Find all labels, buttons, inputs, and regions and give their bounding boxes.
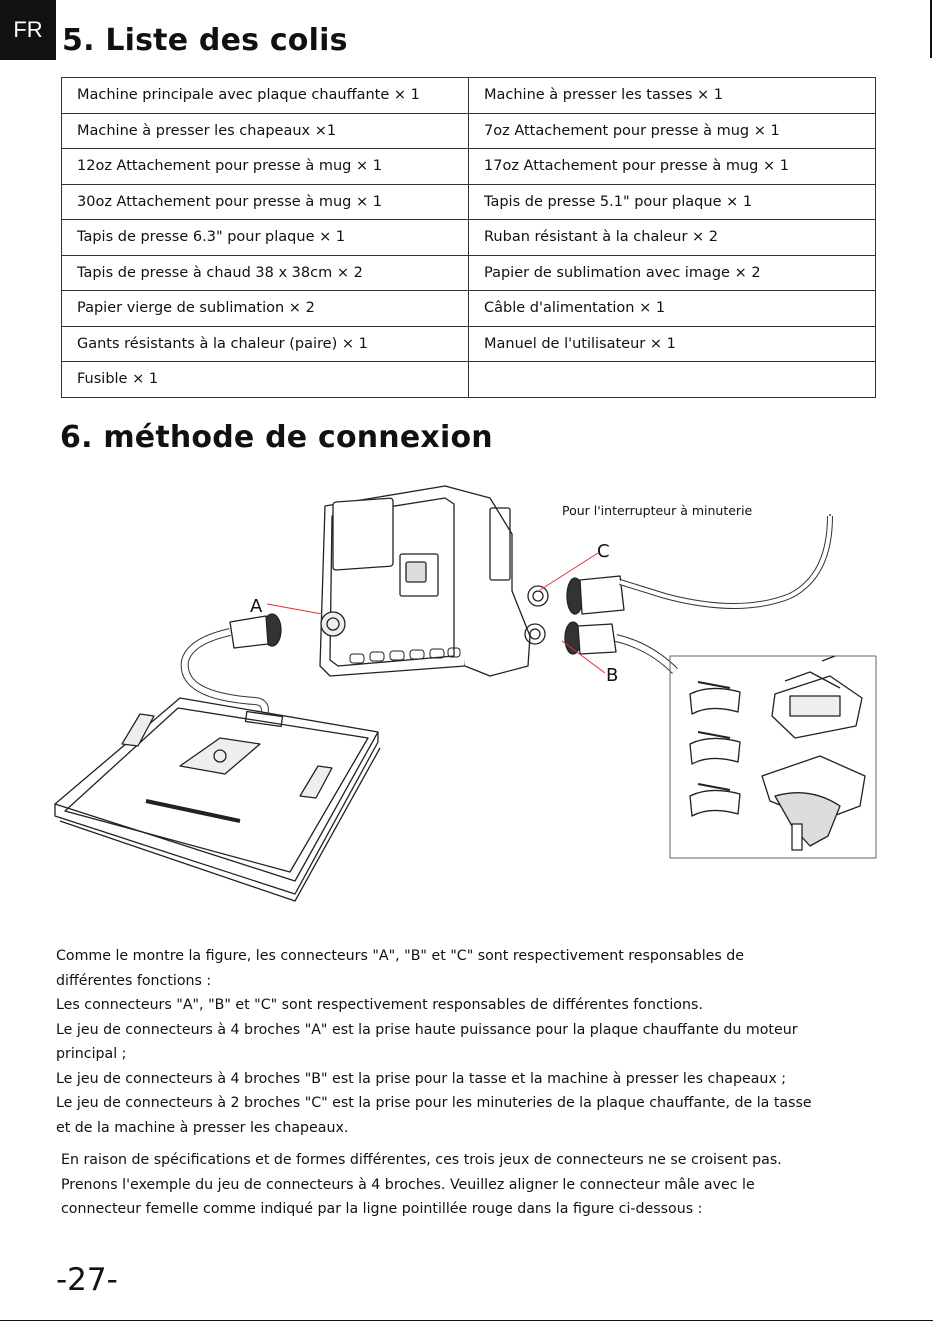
table-cell: Manuel de l'utilisateur × 1 [469, 326, 876, 362]
connection-diagram [50, 476, 880, 916]
text-line: principal ; [56, 1046, 127, 1062]
hat-press-icon [762, 756, 865, 850]
section-title-package-list: 5. Liste des colis [62, 23, 348, 58]
table-cell: Tapis de presse 6.3" pour plaque × 1 [62, 220, 469, 256]
table-cell: Papier de sublimation avec image × 2 [469, 255, 876, 291]
table-cell: Papier vierge de sublimation × 2 [62, 291, 469, 327]
text-line: Prenons l'exemple du jeu de connecteurs à 4 broches. Veuillez aligner le connecteur mâle avec le [61, 1176, 755, 1193]
connection-explanation [56, 944, 856, 1140]
table-cell: Ruban résistant à la chaleur × 2 [469, 220, 876, 256]
footer-rule [0, 1320, 933, 1321]
cable-connector-icon [567, 514, 830, 614]
table-cell: Tapis de presse 5.1" pour plaque × 1 [469, 184, 876, 220]
page-number: -27- [56, 1262, 118, 1298]
timer-label: Pour l'interrupteur à minuterie [562, 503, 753, 518]
text-line: Le jeu de connecteurs à 4 broches "B" est la prise pour la tasse et la machine à presser les chapeaux ; [56, 1070, 787, 1087]
table-row [62, 220, 876, 256]
control-box-icon [320, 486, 548, 676]
section-title-connection-method: 6. méthode de connexion [60, 420, 493, 455]
table-cell: Machine principale avec plaque chauffante × 1 [62, 78, 469, 114]
table-row [62, 184, 876, 220]
table-cell: 12oz Attachement pour presse à mug × 1 [62, 149, 469, 185]
text-line: Le jeu de connecteurs à 4 broches "A" est la prise haute puissance pour la plaque chauffante du moteur [56, 1021, 798, 1038]
table-cell: Câble d'alimentation × 1 [469, 291, 876, 327]
text-line: En raison de spécifications et de formes différentes, ces trois jeux de connecteurs ne se croisent pas. [61, 1152, 782, 1168]
language-tab: FR [0, 0, 56, 60]
package-list-table [61, 77, 876, 398]
connector-alignment-note [61, 1148, 861, 1222]
mug-press-icon [772, 656, 862, 738]
table-cell [469, 362, 876, 398]
text-line: et de la machine à presser les chapeaux. [56, 1119, 349, 1136]
table-row [62, 78, 876, 114]
mug-attachment-icon [690, 682, 740, 816]
heat-plate-icon [55, 698, 380, 901]
connector-label-a: A [250, 596, 263, 617]
table-cell: 17oz Attachement pour presse à mug × 1 [469, 149, 876, 185]
table-cell: 7oz Attachement pour presse à mug × 1 [469, 113, 876, 149]
table-cell: Machine à presser les tasses × 1 [469, 78, 876, 114]
table-cell: Gants résistants à la chaleur (paire) × 1 [62, 326, 469, 362]
table-row [62, 326, 876, 362]
connector-label-c: C [597, 541, 610, 562]
text-line: différentes fonctions : [56, 972, 212, 989]
connector-label-b: B [606, 665, 619, 686]
cable-connector-icon [565, 622, 675, 671]
text-line: Le jeu de connecteurs à 2 broches "C" est la prise pour les minuteries de la plaque chauffante, de la tasse [56, 1095, 812, 1111]
table-cell: 30oz Attachement pour presse à mug × 1 [62, 184, 469, 220]
table-row [62, 149, 876, 185]
table-row [62, 113, 876, 149]
table-cell: Machine à presser les chapeaux ×1 [62, 113, 469, 149]
table-cell: Fusible × 1 [62, 362, 469, 398]
table-row [62, 362, 876, 398]
text-line: connecteur femelle comme indiqué par la ligne pointillée rouge dans la figure ci-dessous : [61, 1201, 703, 1217]
table-row [62, 255, 876, 291]
text-line: Les connecteurs "A", "B" et "C" sont respectivement responsables de différentes fonctions. [56, 997, 703, 1013]
margin-rule [930, 0, 932, 58]
text-line: Comme le montre la figure, les connecteurs "A", "B" et "C" sont respectivement responsables de [56, 948, 745, 964]
table-row [62, 291, 876, 327]
table-cell: Tapis de presse à chaud 38 x 38cm × 2 [62, 255, 469, 291]
